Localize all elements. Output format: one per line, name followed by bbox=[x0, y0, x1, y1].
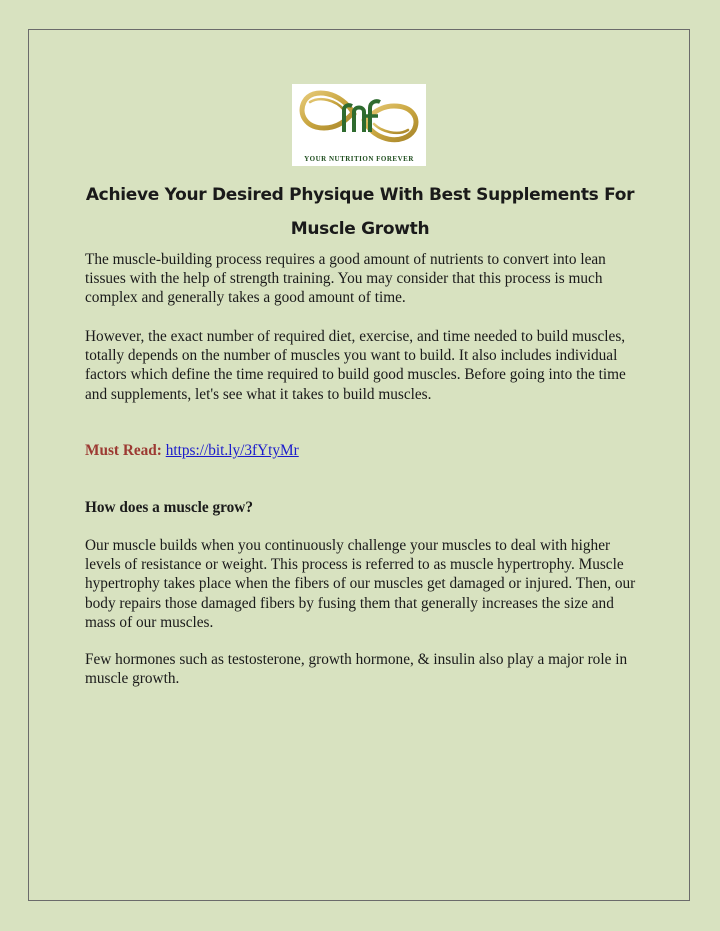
intro-paragraph-2: However, the exact number of required diet, exercise, and time needed to build muscles, totally depends on the number of muscles you want to build. It also includes individual factors which define the time required to build good muscles. Before going into the time and supplements, let's see what it takes to build muscles. bbox=[85, 328, 626, 403]
section-paragraph-2: Few hormones such as testosterone, growth hormone, & insulin also play a major role in muscle growth. bbox=[85, 651, 628, 688]
must-read-label: Must Read: bbox=[85, 442, 162, 459]
section-paragraph: Our muscle builds when you continuously challenge your muscles to deal with higher levels of resistance or weight. This process is referred to as muscle hypertrophy. Muscle hypertrophy takes place when the fibers of our muscles get damaged or injured. Then, our body repairs those damaged fibers by fusing them that generally increases the size and mass of our muscles. bbox=[85, 537, 636, 631]
brand-logo bbox=[292, 84, 426, 166]
rnf-infinity-logo-icon bbox=[292, 84, 426, 152]
must-read-link[interactable]: https://bit.ly/3fYtyMr bbox=[165, 442, 299, 459]
intro-paragraph: The muscle-building process requires a good amount of nutrients to convert into lean tissues with the help of strength training. You may consider that this process is much complex and generally takes a good amount of time. bbox=[85, 251, 606, 307]
logo-tagline: YOUR NUTRITION FOREVER bbox=[292, 152, 426, 166]
must-read-line bbox=[85, 441, 645, 460]
page-title: Achieve Your Desired Physique With Best Supplements For Muscle Growth bbox=[85, 185, 635, 239]
section-heading: How does a muscle grow? bbox=[85, 499, 253, 516]
